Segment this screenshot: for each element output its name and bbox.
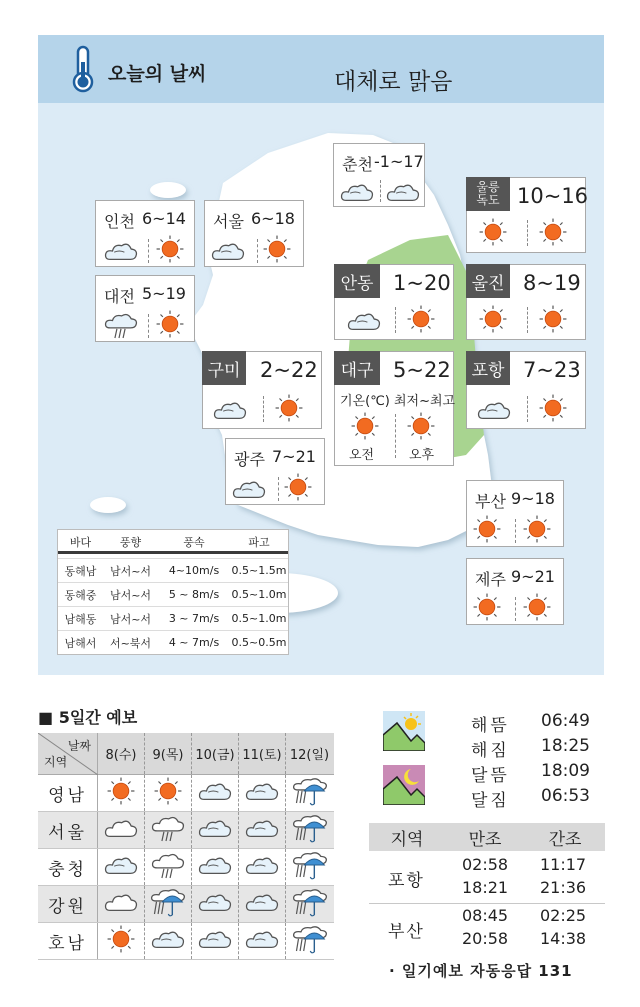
city-card-daegu xyxy=(334,351,454,466)
weather-summary: 대체로 맑음 xyxy=(334,69,453,95)
sun-icon xyxy=(284,473,312,505)
high-tide: 20:58 xyxy=(462,929,509,948)
city-temp: 5~19 xyxy=(142,284,186,303)
forecast-row xyxy=(38,886,334,923)
divider xyxy=(527,220,528,246)
sea-table-header xyxy=(58,530,288,558)
forecast-cell xyxy=(239,775,286,811)
city-card-gwangju xyxy=(225,438,325,505)
cloudy-icon xyxy=(232,477,266,505)
sun-icon xyxy=(539,218,567,250)
temp-legend: 기온(℃) 최저~최고 xyxy=(340,394,456,409)
city-temp: 9~21 xyxy=(511,567,555,586)
city-card-daejeon xyxy=(95,275,195,342)
header-cell: 풍향 xyxy=(103,534,158,554)
wind-direction: 남서~서 xyxy=(109,612,152,626)
header-bar xyxy=(38,35,604,103)
cloudy-icon xyxy=(477,398,511,426)
forecast-row xyxy=(38,775,334,812)
city-temp: 6~18 xyxy=(251,209,295,228)
low-tide: 14:38 xyxy=(540,929,587,948)
forecast-table xyxy=(38,733,334,960)
sun-icon xyxy=(263,235,291,267)
sun-icon xyxy=(407,305,435,337)
day-header: 8(수) xyxy=(98,733,145,774)
forecast-cell xyxy=(98,923,145,959)
sun-icon xyxy=(473,515,501,547)
city-card-incheon xyxy=(95,200,195,267)
moonset-time: 06:53 xyxy=(541,786,590,806)
rain-icon xyxy=(292,849,328,885)
sun-icon xyxy=(156,310,184,342)
thermometer-icon xyxy=(68,44,98,94)
city-name: 구미 xyxy=(202,351,246,385)
city-temp: 5~22 xyxy=(393,358,451,382)
city-temp: 7~23 xyxy=(523,358,581,382)
wave-height: 0.5~1.0m xyxy=(231,588,287,601)
sun-icon xyxy=(473,593,501,625)
region-key: 지역 xyxy=(44,755,68,769)
sunset-time: 18:25 xyxy=(541,736,590,756)
sun-icon xyxy=(156,235,184,267)
city-name: 포항 xyxy=(466,351,510,385)
city-temp: 7~21 xyxy=(272,447,316,466)
date-key: 날짜 xyxy=(67,739,91,753)
city-card-andong xyxy=(334,264,454,340)
region-name: 서울 xyxy=(38,812,98,848)
forecast-cell xyxy=(145,923,192,959)
forecast-cell xyxy=(192,849,239,885)
header-cell: 지역 xyxy=(390,829,424,850)
forecast-cell xyxy=(286,812,333,848)
table-row xyxy=(58,630,288,654)
sea-area: 남해동 xyxy=(64,612,97,626)
divider xyxy=(263,396,264,422)
forecast-cell xyxy=(145,849,192,885)
city-name: 광주 xyxy=(234,450,265,469)
cloudy-icon xyxy=(386,180,420,208)
high-tide: 08:45 xyxy=(462,906,509,925)
rain-icon xyxy=(150,886,186,922)
moon-mountain-icon xyxy=(383,765,425,805)
city-name: 울릉 독도 xyxy=(466,177,510,211)
divider xyxy=(278,477,279,501)
city-card-chuncheon xyxy=(333,143,425,207)
forecast-cell xyxy=(239,812,286,848)
table-row xyxy=(58,582,288,606)
sunset-label: 해짐 xyxy=(471,741,510,761)
footer-note: · 일기예보 자동응답 131 xyxy=(389,962,573,980)
divider xyxy=(527,307,528,333)
city-name: 대구 xyxy=(334,351,380,385)
region-name: 영남 xyxy=(38,775,98,811)
sea-condition-table xyxy=(57,529,289,655)
forecast-row xyxy=(38,849,334,886)
overcast-rain-icon xyxy=(151,850,185,884)
sun-icon xyxy=(523,593,551,625)
wave-height: 0.5~1.5m xyxy=(231,564,287,577)
city-card-pohang xyxy=(466,351,586,429)
cloudy-icon xyxy=(213,398,247,426)
divider xyxy=(257,239,258,263)
forecast-cell xyxy=(98,812,145,848)
cloudy-icon xyxy=(198,816,232,844)
wind-speed: 3 ~ 7m/s xyxy=(168,612,220,625)
cloudy-icon xyxy=(198,853,232,881)
city-temp: 2~22 xyxy=(260,358,318,382)
divider xyxy=(527,396,528,422)
wind-speed: 5 ~ 8m/s xyxy=(168,588,220,601)
sea-area: 동해남 xyxy=(64,564,97,578)
sunrise-time: 06:49 xyxy=(541,711,590,731)
overcast-icon xyxy=(104,816,138,844)
city-card-ulleung xyxy=(466,177,589,253)
forecast-row xyxy=(38,923,334,960)
header-title: 오늘의 날씨 xyxy=(108,63,207,85)
forecast-cell xyxy=(145,775,192,811)
sun-icon xyxy=(523,515,551,547)
sun-icon xyxy=(351,412,379,444)
region-name: 호남 xyxy=(38,923,98,959)
header-cell: 바다 xyxy=(58,534,103,554)
day-header: 9(목) xyxy=(145,733,192,774)
wind-speed: 4 ~ 7m/s xyxy=(168,636,220,649)
sun-mountain-icon xyxy=(383,711,425,751)
moonrise-time: 18:09 xyxy=(541,761,590,781)
header-cell: 파고 xyxy=(230,534,288,554)
pm-label: 오후 xyxy=(409,448,435,463)
forecast-cell xyxy=(98,849,145,885)
tide-city: 부산 xyxy=(388,922,425,942)
wave-height: 0.5~1.0m xyxy=(231,612,287,625)
wind-direction: 남서~서 xyxy=(109,564,152,578)
tide-city: 포항 xyxy=(388,871,425,891)
sea-area: 동해중 xyxy=(64,588,97,602)
forecast-cell xyxy=(286,886,333,922)
forecast-cell xyxy=(239,849,286,885)
city-temp: 8~19 xyxy=(523,271,581,295)
region-name: 충청 xyxy=(38,849,98,885)
cloudy-icon xyxy=(245,779,279,807)
low-tide: 21:36 xyxy=(540,878,587,897)
cloudy-icon xyxy=(198,927,232,955)
high-tide: 18:21 xyxy=(462,878,509,897)
city-card-busan xyxy=(466,480,564,547)
low-tide: 02:25 xyxy=(540,906,587,925)
sea-area: 남해서 xyxy=(64,636,97,650)
forecast-cell xyxy=(286,849,333,885)
cloudy-icon xyxy=(151,927,185,955)
sun-icon xyxy=(407,412,435,444)
sun-icon xyxy=(539,305,567,337)
cloudy-icon xyxy=(245,890,279,918)
forecast-header xyxy=(38,733,334,775)
sunny-icon xyxy=(107,925,135,957)
sun-icon xyxy=(275,394,303,426)
region-name: 강원 xyxy=(38,886,98,922)
overcast-icon xyxy=(104,890,138,918)
cloudy-icon xyxy=(245,853,279,881)
city-temp: 10~16 xyxy=(517,184,589,208)
cloudy-icon xyxy=(211,239,245,267)
city-temp: 1~20 xyxy=(393,271,451,295)
divider xyxy=(395,307,396,333)
city-card-seoul xyxy=(204,200,304,267)
wave-height: 0.5~0.5m xyxy=(231,636,287,649)
divider xyxy=(380,180,381,202)
cloudy-rain-icon xyxy=(104,310,138,344)
city-card-jeju xyxy=(466,558,564,625)
forecast-cell xyxy=(192,812,239,848)
rain-icon xyxy=(292,812,328,848)
header-cell: 풍속 xyxy=(158,534,230,554)
rain-icon xyxy=(292,775,328,811)
low-tide: 11:17 xyxy=(540,855,587,874)
forecast-cell xyxy=(286,923,333,959)
forecast-cell xyxy=(98,775,145,811)
header-cell: 간조 xyxy=(548,829,582,850)
forecast-row xyxy=(38,812,334,849)
forecast-cell xyxy=(239,923,286,959)
city-temp: 6~14 xyxy=(142,209,186,228)
city-card-uljin xyxy=(466,264,586,340)
sunrise-label: 해뜸 xyxy=(471,716,510,736)
city-name: 대전 xyxy=(104,287,135,306)
sunny-icon xyxy=(107,777,135,809)
overcast-rain-icon xyxy=(151,813,185,847)
divider xyxy=(515,597,516,621)
cloudy-icon xyxy=(104,853,138,881)
divider xyxy=(515,519,516,543)
divider xyxy=(395,414,396,458)
divider xyxy=(148,239,149,263)
city-temp: 9~18 xyxy=(511,489,555,508)
city-name: 춘천 xyxy=(342,155,373,174)
city-name: 서울 xyxy=(213,212,244,231)
cloudy-icon xyxy=(340,180,374,208)
tide-table-header xyxy=(369,823,605,851)
cloudy-icon xyxy=(198,779,232,807)
cloudy-icon xyxy=(245,927,279,955)
day-header: 10(금) xyxy=(192,733,239,774)
city-name: 제주 xyxy=(475,570,506,589)
rain-icon xyxy=(292,886,328,922)
cloudy-icon xyxy=(104,239,138,267)
city-name: 인천 xyxy=(104,212,135,231)
cloudy-icon xyxy=(347,309,381,337)
header-cell: 만조 xyxy=(468,829,502,850)
city-card-gumi xyxy=(202,351,322,429)
moonrise-label: 달뜸 xyxy=(471,766,510,786)
forecast-title: ■ 5일간 예보 xyxy=(38,708,138,727)
day-header: 11(토) xyxy=(239,733,286,774)
forecast-cell xyxy=(145,886,192,922)
sunny-icon xyxy=(154,777,182,809)
city-name: 안동 xyxy=(334,264,380,298)
forecast-cell xyxy=(286,775,333,811)
forecast-cell xyxy=(98,886,145,922)
cloudy-icon xyxy=(198,890,232,918)
wind-direction: 서~북서 xyxy=(109,636,152,650)
am-label: 오전 xyxy=(349,448,375,463)
wind-direction: 남서~서 xyxy=(109,588,152,602)
city-temp: -1~17 xyxy=(374,152,424,171)
sun-icon xyxy=(479,218,507,250)
high-tide: 02:58 xyxy=(462,855,509,874)
table-row xyxy=(58,606,288,630)
sun-icon xyxy=(539,394,567,426)
forecast-cell xyxy=(192,923,239,959)
divider xyxy=(148,314,149,338)
table-row xyxy=(58,558,288,582)
forecast-cell xyxy=(192,775,239,811)
city-name: 울진 xyxy=(466,264,510,298)
sun-icon xyxy=(479,305,507,337)
divider xyxy=(369,903,605,904)
wind-speed: 4~10m/s xyxy=(168,564,220,577)
cloudy-icon xyxy=(245,816,279,844)
forecast-cell xyxy=(145,812,192,848)
corner-cell xyxy=(38,733,98,774)
moonset-label: 달짐 xyxy=(471,791,510,811)
day-header: 12(일) xyxy=(289,748,330,763)
city-name: 부산 xyxy=(475,492,506,511)
forecast-cell xyxy=(192,886,239,922)
forecast-cell xyxy=(239,886,286,922)
rain-icon xyxy=(292,923,328,959)
